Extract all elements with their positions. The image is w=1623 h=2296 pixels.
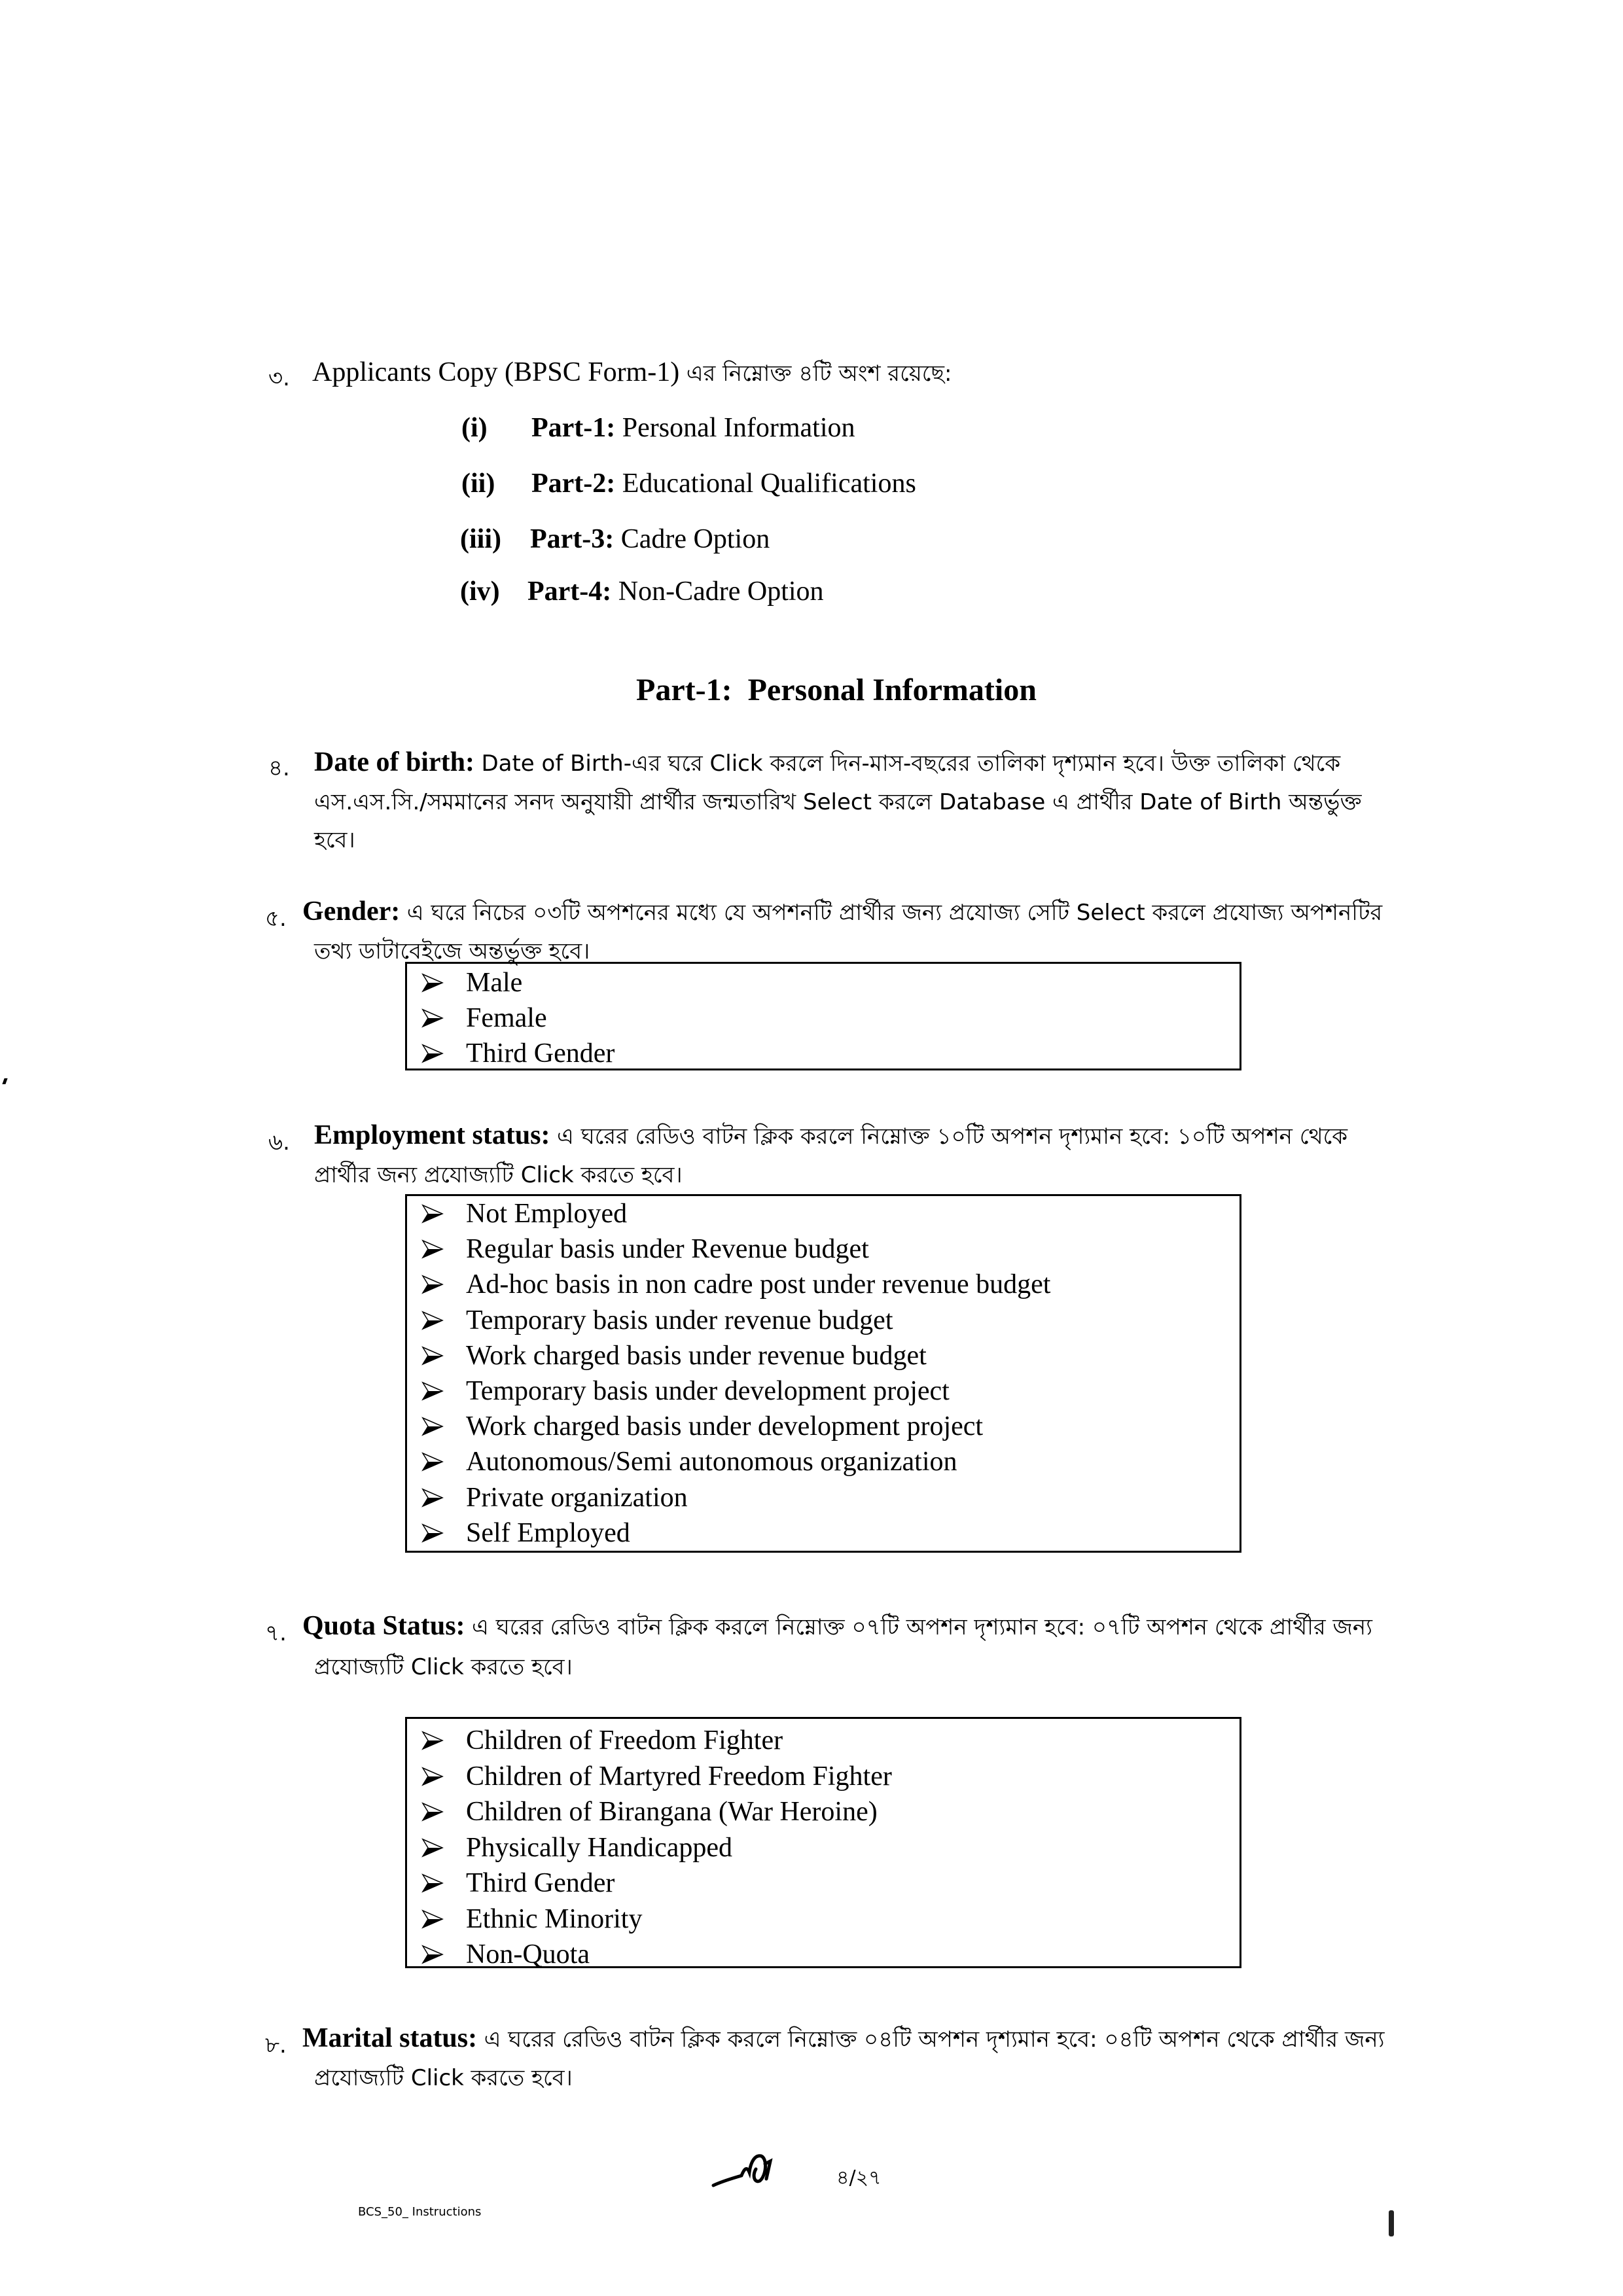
arrow-bullet-icon xyxy=(421,1204,444,1224)
employment-option-label: Ad-hoc basis in non cadre post under revenue budget xyxy=(466,1269,1051,1300)
section-8-number: ৮. xyxy=(265,2032,287,2058)
section-4-text: Date of Birth-এর ঘরে Click করলে দিন-মাস-বছরের তালিকা দৃশ্যমান হবে। উক্ত তালিকা থেকে xyxy=(481,751,1341,777)
gender-option-label: Female xyxy=(466,1003,547,1033)
part-item xyxy=(527,576,824,607)
quota-option[interactable] xyxy=(421,1869,615,1897)
gender-option[interactable] xyxy=(421,969,522,997)
employment-option-label: Work charged basis under development project xyxy=(466,1411,984,1442)
part-title: Cadre Option xyxy=(620,524,770,554)
quota-option-label: Children of Freedom Fighter xyxy=(466,1725,783,1756)
arrow-bullet-icon xyxy=(421,1311,444,1330)
quota-option[interactable] xyxy=(421,1905,642,1933)
part-roman: (iii) xyxy=(460,524,501,554)
section-6-text: এ ঘরের রেডিও বাটন ক্লিক করলে নিম্নোক্ত ১০টি অপশন দৃশ্যমান হবে: ১০টি অপশন থেকে xyxy=(557,1123,1348,1150)
employment-option-label: Regular basis under Revenue budget xyxy=(466,1234,869,1265)
gender-option[interactable] xyxy=(421,1040,615,1067)
section-8-text: এ ঘরের রেডিও বাটন ক্লিক করলে নিম্নোক্ত ০৪টি অপশন দৃশ্যমান হবে: ০৪টি অপশন থেকে প্রার্থীর জন্য xyxy=(484,2026,1385,2053)
section-6-label: Employment status: xyxy=(314,1120,550,1150)
quota-option-label: Non-Quota xyxy=(466,1939,590,1969)
employment-option[interactable] xyxy=(421,1448,957,1475)
section-7-number: ৭. xyxy=(265,1620,287,1646)
part-label: Part-2: xyxy=(531,468,616,499)
part-label: Part-4: xyxy=(527,576,612,607)
arrow-bullet-icon xyxy=(421,1945,444,1964)
section-5-text: এ ঘরে নিচের ০৩টি অপশনের মধ্যে যে অপশনটি প্রার্থীর জন্য প্রযোজ্য সেটি Select করলে প্রযোজ্য অপশনটির xyxy=(406,900,1383,926)
arrow-bullet-icon xyxy=(421,1523,444,1543)
section-3-number: ৩. xyxy=(268,365,290,391)
section-4-line3: হবে। xyxy=(314,827,355,853)
arrow-bullet-icon xyxy=(421,1275,444,1294)
part-roman: (i) xyxy=(461,413,488,443)
section-5-line2: তথ্য ডাটাবেইজে অন্তর্ভুক্ত হবে। xyxy=(314,938,590,964)
page-heading: Part-1: Personal Information xyxy=(636,673,1037,707)
quota-option[interactable] xyxy=(421,1941,590,1968)
employment-option[interactable] xyxy=(421,1377,950,1405)
quota-option-label: Third Gender xyxy=(466,1868,615,1898)
employment-option[interactable] xyxy=(421,1307,893,1334)
part-item xyxy=(530,523,770,555)
scan-mark xyxy=(1389,2210,1394,2236)
section-5-number: ৫. xyxy=(265,906,287,932)
section-6-line2: প্রার্থীর জন্য প্রযোজ্যটি Click করতে হবে। xyxy=(314,1162,683,1188)
arrow-bullet-icon xyxy=(421,973,444,993)
arrow-bullet-icon xyxy=(421,1873,444,1893)
arrow-bullet-icon xyxy=(421,1731,444,1750)
section-7-line2: প্রযোজ্যটি Click করতে হবে। xyxy=(314,1654,573,1680)
quota-option[interactable] xyxy=(421,1727,783,1754)
signature xyxy=(710,2149,789,2192)
section-7-text: এ ঘরের রেডিও বাটন ক্লিক করলে নিম্নোক্ত ০৭টি অপশন দৃশ্যমান হবে: ০৭টি অপশন থেকে প্রার্থীর জন্য xyxy=(472,1614,1373,1640)
arrow-bullet-icon xyxy=(421,1417,444,1436)
employment-option[interactable] xyxy=(421,1413,983,1440)
section-3-text-bn: এর নিম্নোক্ত ৪টি অংশ রয়েছে: xyxy=(686,361,952,387)
arrow-bullet-icon xyxy=(421,1008,444,1028)
part-label: Part-1: xyxy=(531,413,616,443)
part-item xyxy=(531,412,855,444)
employment-option-label: Temporary basis under development project xyxy=(466,1376,950,1406)
section-7-label: Quota Status: xyxy=(302,1611,465,1641)
employment-option-label: Temporary basis under revenue budget xyxy=(466,1305,893,1335)
arrow-bullet-icon xyxy=(421,1838,444,1858)
employment-option-label: Not Employed xyxy=(466,1199,628,1229)
gender-options-box xyxy=(405,962,1241,1070)
document-name: BCS_50_ Instructions xyxy=(358,2205,482,2219)
section-5-line1 xyxy=(302,898,1382,925)
section-4-label: Date of birth: xyxy=(314,747,474,777)
section-3-intro xyxy=(312,359,952,386)
gender-option[interactable] xyxy=(421,1004,547,1032)
employment-option[interactable] xyxy=(421,1235,869,1263)
page-number: ৪/২৭ xyxy=(836,2166,882,2189)
arrow-bullet-icon xyxy=(421,1802,444,1822)
section-4-line2: এস.এস.সি./সমমানের সনদ অনুযায়ী প্রার্থীর জন্মতারিখ Select করলে Database এ প্রার্থীর Date of Birth অন্তর্ভুক্ত xyxy=(314,789,1362,815)
section-7-line1 xyxy=(302,1612,1372,1640)
quota-option-label: Physically Handicapped xyxy=(466,1832,733,1863)
quota-option[interactable] xyxy=(421,1763,892,1790)
section-8-line2: প্রযোজ্যটি Click করতে হবে। xyxy=(314,2065,573,2091)
section-3-text-en: Applicants Copy (BPSC Form-1) xyxy=(312,357,680,387)
quota-option-label: Children of Martyred Freedom Fighter xyxy=(466,1761,892,1792)
quota-option-label: Ethnic Minority xyxy=(466,1903,643,1934)
gender-option-label: Male xyxy=(466,968,523,998)
section-4-number: ৪. xyxy=(268,755,290,781)
arrow-bullet-icon xyxy=(421,1044,444,1063)
employment-option[interactable] xyxy=(421,1342,927,1369)
section-4-line1 xyxy=(314,749,1340,776)
part-title: Educational Qualifications xyxy=(622,468,916,499)
section-8-line1 xyxy=(302,2024,1385,2052)
arrow-bullet-icon xyxy=(421,1239,444,1259)
part-item xyxy=(531,468,916,499)
part-title: Non-Cadre Option xyxy=(618,576,824,607)
section-6-line1 xyxy=(314,1122,1347,1149)
arrow-bullet-icon xyxy=(421,1488,444,1508)
quota-options-box xyxy=(405,1717,1241,1968)
employment-option-label: Private organization xyxy=(466,1482,688,1513)
arrow-bullet-icon xyxy=(421,1346,444,1366)
quota-option[interactable] xyxy=(421,1834,732,1862)
quota-option-label: Children of Birangana (War Heroine) xyxy=(466,1797,878,1827)
employment-option[interactable] xyxy=(421,1519,630,1547)
arrow-bullet-icon xyxy=(421,1452,444,1472)
gender-option-label: Third Gender xyxy=(466,1038,615,1069)
employment-option-label: Work charged basis under revenue budget xyxy=(466,1340,927,1371)
arrow-bullet-icon xyxy=(421,1381,444,1401)
section-5-label: Gender: xyxy=(302,896,401,927)
employment-option-label: Self Employed xyxy=(466,1517,630,1548)
part-roman: (iv) xyxy=(460,576,500,607)
employment-options-box xyxy=(405,1194,1241,1553)
section-6-number: ৬. xyxy=(268,1129,290,1156)
arrow-bullet-icon xyxy=(421,1767,444,1786)
employment-option[interactable] xyxy=(421,1271,1050,1298)
employment-option-label: Autonomous/Semi autonomous organization xyxy=(466,1447,957,1477)
scan-mark xyxy=(2,1078,7,1084)
employment-option[interactable] xyxy=(421,1484,688,1511)
part-title: Personal Information xyxy=(622,413,855,443)
quota-option[interactable] xyxy=(421,1798,878,1826)
part-roman: (ii) xyxy=(461,468,495,499)
employment-option[interactable] xyxy=(421,1200,627,1227)
arrow-bullet-icon xyxy=(421,1909,444,1929)
section-8-label: Marital status: xyxy=(302,2023,478,2053)
part-label: Part-3: xyxy=(530,524,615,554)
